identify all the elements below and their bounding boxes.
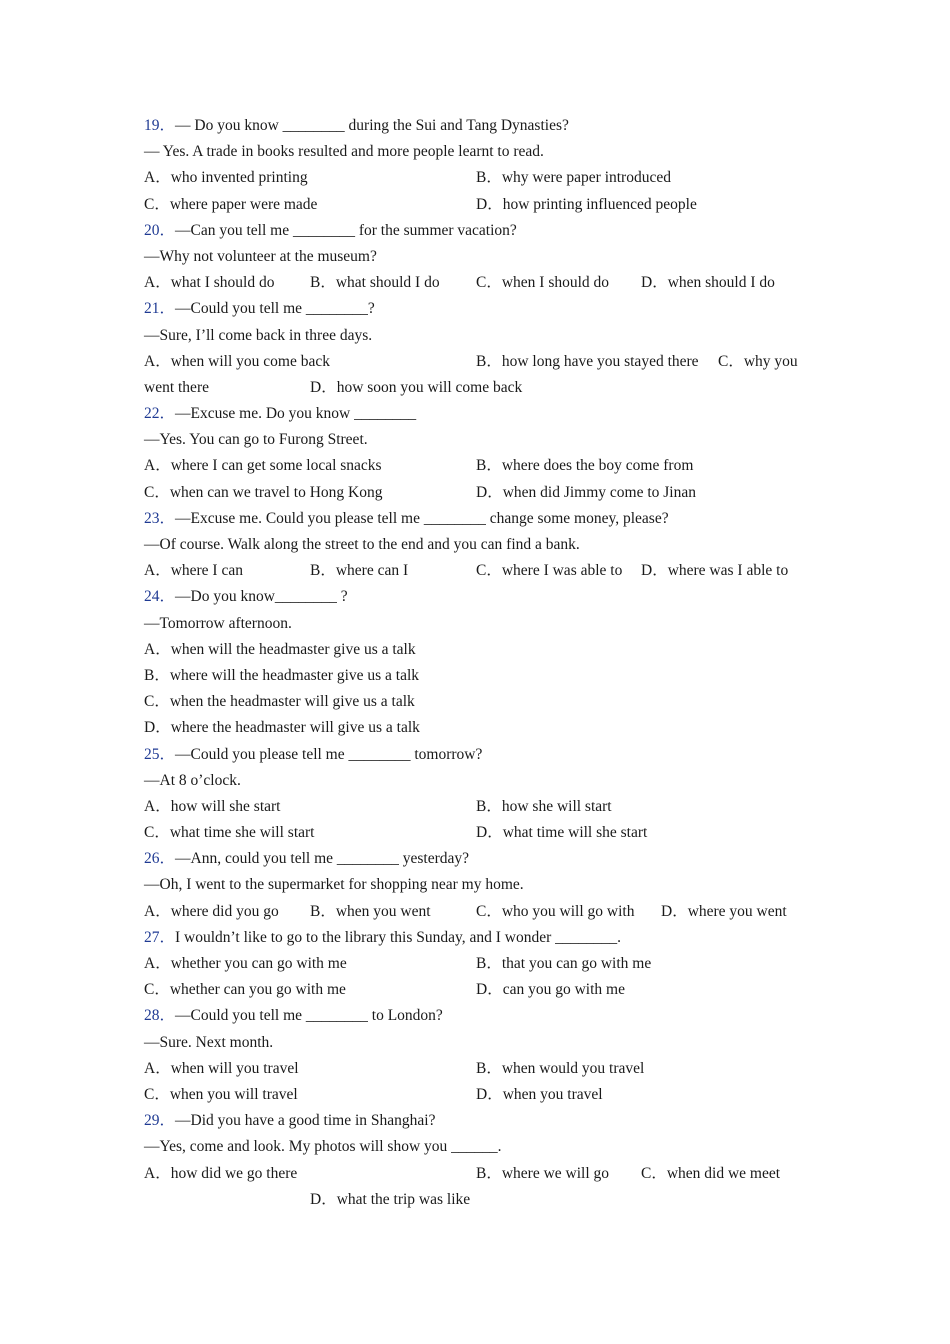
question-reply: —Sure, I’ll come back in three days.	[144, 326, 373, 344]
option-c-continued[interactable]: went there	[144, 378, 209, 396]
question-reply: —Yes, come and look. My photos will show you ______.	[144, 1138, 502, 1156]
question-number: 25．	[144, 745, 176, 763]
question-number: 24．	[144, 588, 176, 606]
question-number: 20．	[144, 221, 176, 239]
option-d[interactable]: D．where the headmaster will give us a talk	[144, 719, 420, 737]
option-a[interactable]: A．whether you can go with me	[144, 955, 347, 972]
question-stem: 29．—Did you have a good time in Shanghai?	[144, 1112, 436, 1130]
question-stem: 23．—Excuse me. Could you please tell me ________ change some money, please?	[144, 509, 669, 527]
option-row	[144, 1082, 824, 1108]
option-d[interactable]: D．how soon you will come back	[310, 378, 523, 396]
option-b[interactable]: B．how long have you stayed there	[476, 352, 699, 370]
option-d[interactable]: D．can you go with me	[476, 981, 625, 999]
question-number: 27．	[144, 928, 176, 946]
option-row	[144, 899, 824, 925]
question-list	[144, 113, 824, 1213]
question-number: 22．	[144, 405, 176, 423]
option-a[interactable]: A．how will she start	[144, 797, 281, 815]
question-stem: 22．—Excuse me. Do you know ________	[144, 405, 417, 423]
question-stem: 26．—Ann, could you tell me ________ yesterday?	[144, 850, 470, 868]
option-d[interactable]: D．when did Jimmy come to Jinan	[476, 483, 696, 501]
option-c[interactable]: C．why you	[718, 352, 798, 370]
question-reply: —Yes. You can go to Furong Street.	[144, 431, 368, 449]
option-d[interactable]: D．when you travel	[476, 1085, 603, 1103]
option-a[interactable]: A．where I can get some local snacks	[144, 457, 382, 475]
option-d[interactable]: D．what the trip was like	[310, 1190, 471, 1208]
option-b[interactable]: B．why were paper introduced	[476, 169, 671, 187]
option-b[interactable]: B．when you went	[310, 902, 431, 920]
option-a[interactable]: A．where I can	[144, 562, 243, 580]
option-b[interactable]: B．where will the headmaster give us a talk	[144, 666, 420, 684]
option-a[interactable]: A．how did we go there	[144, 1164, 298, 1182]
question-stem: 19．— Do you know ________ during the Sui and Tang Dynasties?	[144, 117, 569, 134]
question-reply: —At 8 o’clock.	[144, 771, 241, 789]
option-row	[144, 192, 824, 218]
question-number: 28．	[144, 1007, 176, 1025]
option-row	[144, 480, 824, 506]
option-row	[144, 453, 824, 479]
option-row	[144, 1187, 824, 1213]
question-stem: 27．I wouldn’t like to go to the library this Sunday, and I wonder ________.	[144, 928, 622, 946]
option-d[interactable]: D．how printing influenced people	[476, 195, 697, 213]
question-reply: —Tomorrow afternoon.	[144, 614, 292, 632]
question-number: 23．	[144, 509, 176, 527]
option-d[interactable]: D．when should I do	[641, 274, 775, 292]
option-row	[144, 977, 824, 1003]
option-d[interactable]: D．what time will she start	[476, 824, 648, 842]
option-b[interactable]: B．when would you travel	[476, 1059, 645, 1077]
option-c[interactable]: C．whether can you go with me	[144, 981, 346, 999]
question-number: 21．	[144, 300, 176, 318]
option-row	[144, 794, 824, 820]
option-b[interactable]: B．where we will go	[476, 1164, 610, 1182]
option-row	[144, 1161, 824, 1187]
option-row	[144, 375, 824, 401]
option-b[interactable]: B．that you can go with me	[476, 955, 652, 972]
option-row	[144, 820, 824, 846]
option-a[interactable]: A．where did you go	[144, 902, 279, 920]
option-c[interactable]: C．who you will go with	[476, 902, 635, 920]
option-b[interactable]: B．how she will start	[476, 797, 612, 815]
option-c[interactable]: C．when I should do	[476, 274, 610, 292]
option-c[interactable]: C．when can we travel to Hong Kong	[144, 483, 383, 501]
option-row	[144, 558, 824, 584]
question-number: 26．	[144, 850, 176, 868]
question-number: 19．	[144, 117, 176, 134]
option-row	[144, 349, 824, 375]
option-a[interactable]: A．when will the headmaster give us a talk	[144, 640, 416, 658]
option-c[interactable]: C．when the headmaster will give us a talk	[144, 693, 415, 711]
question-number: 29．	[144, 1112, 176, 1130]
option-a[interactable]: A．who invented printing	[144, 169, 308, 187]
option-row	[144, 951, 824, 977]
option-c[interactable]: C．where paper were made	[144, 195, 318, 213]
option-b[interactable]: B．where can I	[310, 562, 409, 580]
question-stem: 25．—Could you please tell me ________ tomorrow?	[144, 745, 483, 763]
option-a[interactable]: A．what I should do	[144, 274, 275, 292]
question-reply: —Oh, I went to the supermarket for shopping near my home.	[144, 876, 524, 894]
option-b[interactable]: B．where does the boy come from	[476, 457, 694, 475]
option-c[interactable]: C．when you will travel	[144, 1085, 298, 1103]
question-reply: —Of course. Walk along the street to the end and you can find a bank.	[144, 536, 580, 553]
option-row	[144, 1056, 824, 1082]
option-c[interactable]: C．what time she will start	[144, 824, 315, 842]
question-stem: 20．—Can you tell me ________ for the summer vacation?	[144, 221, 517, 239]
question-stem: 24．—Do you know________ ?	[144, 588, 348, 606]
question-reply: —Sure. Next month.	[144, 1033, 274, 1051]
option-row	[144, 165, 824, 191]
option-a[interactable]: A．when will you travel	[144, 1059, 299, 1077]
option-d[interactable]: D．where you went	[661, 902, 787, 920]
option-c[interactable]: C．where I was able to	[476, 562, 623, 580]
option-a[interactable]: A．when will you come back	[144, 352, 330, 370]
option-d[interactable]: D．where was I able to	[641, 562, 789, 580]
question-stem: 28．—Could you tell me ________ to London?	[144, 1007, 443, 1025]
option-row	[144, 270, 824, 296]
question-stem: 21．—Could you tell me ________?	[144, 300, 375, 318]
option-c[interactable]: C．when did we meet	[641, 1164, 781, 1182]
question-reply: —Why not volunteer at the museum?	[144, 247, 377, 265]
question-reply: — Yes. A trade in books resulted and more people learnt to read.	[144, 143, 544, 161]
option-b[interactable]: B．what should I do	[310, 274, 440, 292]
